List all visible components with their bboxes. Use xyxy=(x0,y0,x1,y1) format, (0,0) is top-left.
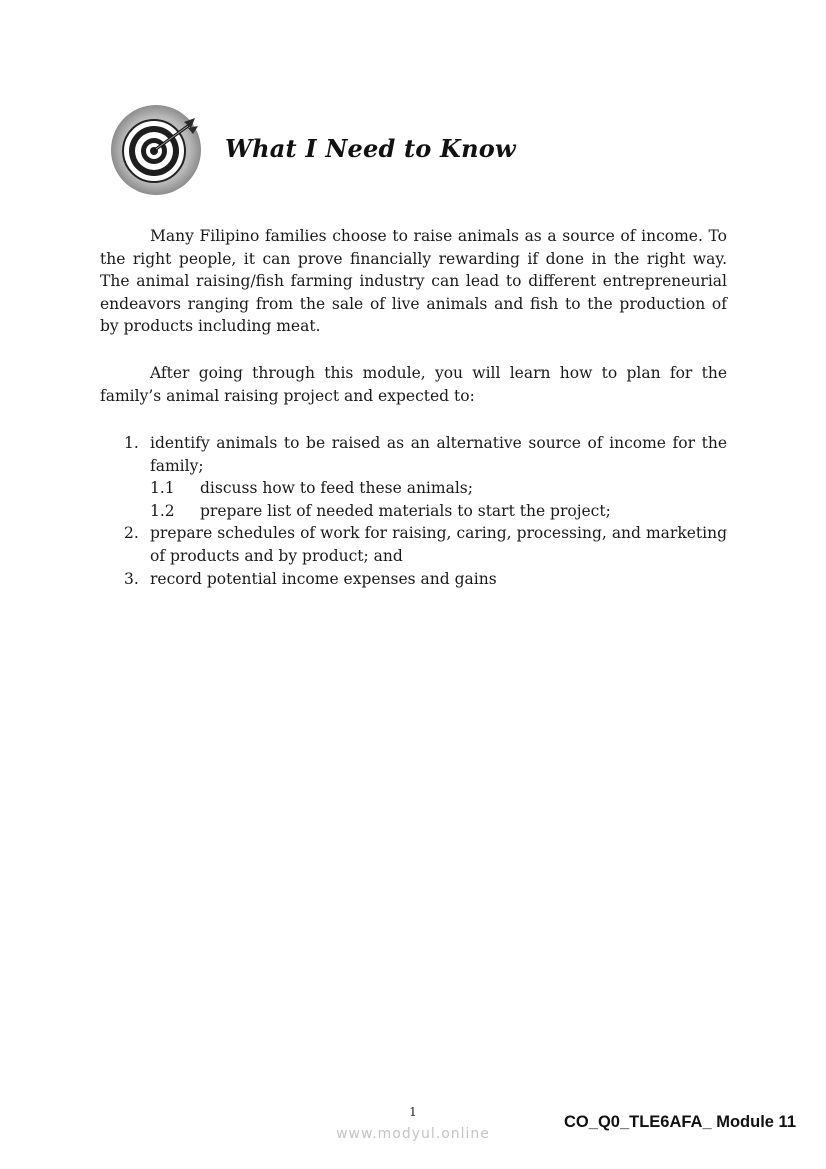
objective-item xyxy=(100,522,727,567)
objective-number: 1. xyxy=(124,434,139,452)
objective-text: record potential income expenses and gains xyxy=(150,569,497,588)
objective-item xyxy=(100,432,727,477)
watermark-text: www.modyul.online xyxy=(336,1126,490,1142)
paragraph-text: Many Filipino families choose to raise animals as a source of income. To the right people, it can prove financially rewarding if done in the right way. The animal raising/fish farming industry can lead to different entrepreneurial endeavors ranging from the sale of live animals and fish to the production of by products including meat. xyxy=(100,227,727,336)
objectives-intro-paragraph xyxy=(100,362,727,407)
target-icon xyxy=(110,104,202,196)
objectives-list xyxy=(100,432,727,590)
sub-objective-text: discuss how to feed these animals; xyxy=(200,479,473,498)
objective-text: prepare schedules of work for raising, caring, processing, and marketing of products and by product; and xyxy=(150,524,727,565)
module-code: CO_Q0_TLE6AFA_ Module 11 xyxy=(564,1113,796,1131)
sub-objective-item xyxy=(100,477,727,500)
sub-objective-number: 1.2 xyxy=(150,501,175,520)
sub-objective-item xyxy=(100,500,727,523)
page-number: 1 xyxy=(409,1105,417,1119)
sub-objective-number: 1.1 xyxy=(150,479,175,498)
objective-item xyxy=(100,568,727,591)
objective-number: 3. xyxy=(124,569,139,588)
section-title: What I Need to Know xyxy=(225,134,516,163)
paragraph-text: After going through this module, you will learn how to plan for the family’s animal raising project and expected to: xyxy=(100,364,727,405)
objective-text: identify animals to be raised as an alternative source of income for the family; xyxy=(150,434,727,475)
intro-paragraph xyxy=(100,225,727,338)
objective-number: 2. xyxy=(124,524,139,543)
sub-objective-text: prepare list of needed materials to start the project; xyxy=(200,501,611,520)
